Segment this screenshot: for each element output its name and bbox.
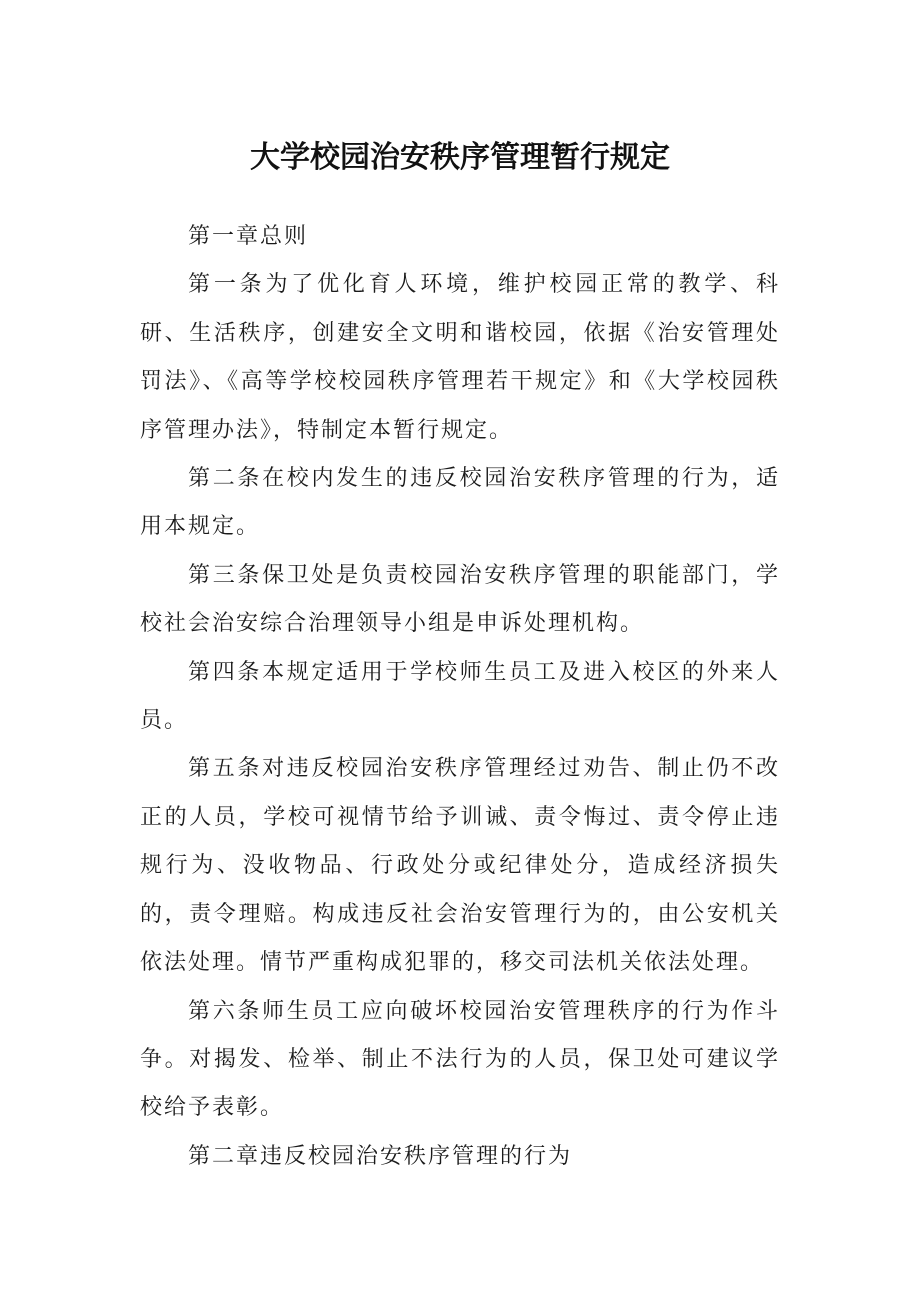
document-title: 大学校园治安秩序管理暂行规定	[250, 140, 670, 175]
article-paragraph: 第三条保卫处是负责校园治安秩序管理的职能部门，学校社会治安综合治理领导小组是申诉处理机构。	[140, 562, 780, 637]
document-body	[140, 213, 780, 1181]
chapter-heading: 第一章总则	[188, 224, 309, 249]
article-paragraph: 第二条在校内发生的违反校园治安秩序管理的行为，适用本规定。	[140, 466, 780, 540]
article-paragraph: 第一条为了优化育人环境，维护校园正常的教学、科研、生活秩序，创建安全文明和谐校园，依据《治安管理处罚法》、《高等学校校园秩序管理若干规定》和《大学校园秩序管理办法》，特制定本暂行规定。	[140, 272, 780, 443]
article-paragraph: 第六条师生员工应向破坏校园治安管理秩序的行为作斗争。对揭发、检举、制止不法行为的人员，保卫处可建议学校给予表彰。	[140, 998, 780, 1121]
chapter-heading: 第二章违反校园治安秩序管理的行为	[188, 1143, 573, 1169]
article-paragraph: 第五条对违反校园治安秩序管理经过劝告、制止仍不改正的人员，学校可视情节给予训诫、责令悔过、责令停止违规行为、没收物品、行政处分或纪律处分，造成经济损失的，责令理赔。构成违反社会治安管理行为的，由公安机关依法处理。情节严重构成犯罪的，移交司法机关依法处理。	[140, 756, 780, 976]
article-paragraph: 第四条本规定适用于学校师生员工及进入校区的外来人员。	[140, 659, 780, 734]
